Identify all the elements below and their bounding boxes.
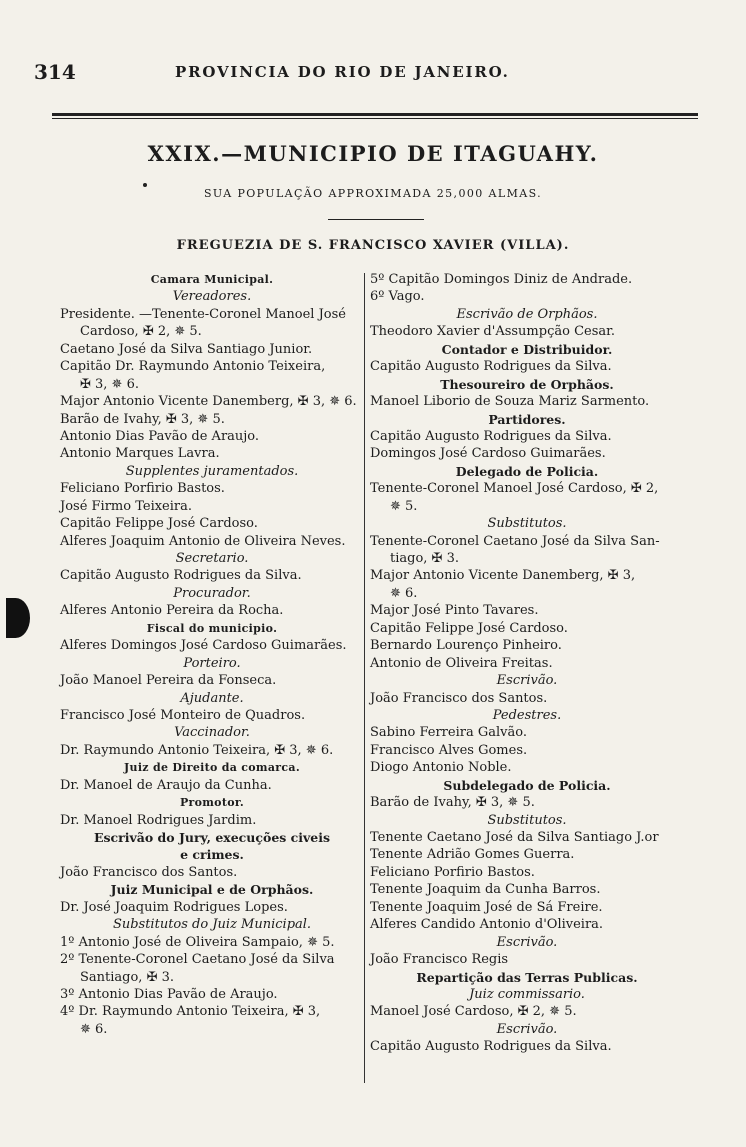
- text-line: ✵ 6.: [80, 1021, 108, 1037]
- subheading-substitutos: Substitutos do Juiz Municipal.: [112, 917, 312, 933]
- text-line: Dr. José Joaquim Rodrigues Lopes.: [60, 899, 288, 915]
- text-line: Tenente-Coronel Caetano José da Silva San-: [370, 533, 660, 549]
- text-line: Antonio Dias Pavão de Araujo.: [60, 428, 260, 444]
- subheading-pedestres: Pedestres.: [492, 707, 562, 723]
- section-rule: [328, 219, 424, 220]
- text-line: Manoel Liborio de Souza Mariz Sarmento.: [370, 394, 650, 410]
- text-line: Santiago, ✠ 3.: [80, 969, 175, 985]
- heading-escrivao-jury: Escrivão do Jury, execuções civeis: [93, 830, 331, 845]
- text-line: Domingos José Cardoso Guimarães.: [370, 446, 606, 462]
- text-line: Capitão Augusto Rodrigues da Silva.: [370, 428, 612, 444]
- subheading-vaccinador: Vaccinador.: [174, 725, 250, 741]
- header-rule-thick: [52, 113, 698, 116]
- text-line: Dr. Manoel Rodrigues Jardim.: [60, 812, 257, 828]
- text-line: Tenente Caetano José da Silva Santiago J.or: [370, 830, 659, 845]
- heading-fiscal: Fiscal do municipio.: [146, 621, 278, 635]
- subheading-substitutos: Substitutos.: [487, 516, 567, 532]
- text-line: João Francisco dos Santos.: [370, 690, 548, 706]
- text-line: João Francisco Regis: [370, 952, 509, 968]
- text-line: 4º Dr. Raymundo Antonio Teixeira, ✠ 3,: [60, 1004, 321, 1020]
- page-number: 314: [34, 60, 76, 84]
- subheading-ajudante: Ajudante.: [180, 690, 244, 706]
- text-line: Major Antonio Vicente Danemberg, ✠ 3, ✵ 6.: [60, 394, 357, 410]
- text-line: Cardoso, ✠ 2, ✵ 5.: [80, 324, 202, 340]
- text-line: 3º Antonio Dias Pavão de Araujo.: [60, 986, 278, 1002]
- binding-shadow: [6, 598, 30, 638]
- heading-camara: Camara Municipal.: [150, 273, 274, 286]
- text-line: Tenente-Coronel Manoel José Cardoso, ✠ 2,: [370, 481, 659, 497]
- text-line: Barão de Ivahy, ✠ 3, ✵ 5.: [370, 795, 535, 811]
- heading-escrivao-jury-cont: e crimes.: [180, 847, 244, 863]
- text-line: Capitão Felippe José Cardoso.: [370, 620, 568, 636]
- text-line: tiago, ✠ 3.: [390, 551, 459, 566]
- heading-delegado: Delegado de Policia.: [455, 463, 599, 479]
- left-column: [60, 271, 364, 1038]
- population-line: SUA POPULAÇÃO APPROXIMADA 25,000 ALMAS.: [203, 187, 543, 200]
- text-line: Antonio Marques Lavra.: [60, 446, 220, 462]
- text-line: Diogo Antonio Noble.: [370, 760, 512, 776]
- heading-thesoureiro: Thesoureiro de Orphãos.: [440, 376, 614, 392]
- heading-partidores: Partidores.: [488, 411, 566, 427]
- text-line: 1º Antonio José de Oliveira Sampaio, ✵ 5.: [60, 934, 335, 950]
- text-line: ✠ 3, ✵ 6.: [80, 376, 139, 392]
- heading-reparticao-terras: Repartição das Terras Publicas.: [416, 969, 638, 985]
- text-line: José Firmo Teixeira.: [60, 498, 193, 514]
- text-line: Bernardo Lourenço Pinheiro.: [370, 638, 562, 654]
- text-line: Alferes Antonio Pereira da Rocha.: [60, 603, 284, 619]
- subheading-secretario: Secretario.: [175, 551, 249, 566]
- text-line: Barão de Ivahy, ✠ 3, ✵ 5.: [60, 411, 225, 427]
- text-line: Alferes Joaquim Antonio de Oliveira Neves.: [60, 533, 346, 549]
- text-line: Feliciano Porfirio Bastos.: [370, 864, 535, 880]
- subheading-escrivao-orphaos: Escrivão de Orphãos.: [456, 306, 598, 322]
- header-rule-thin: [52, 118, 698, 119]
- right-column: [370, 271, 684, 1056]
- text-line: Capitão Dr. Raymundo Antonio Teixeira,: [60, 359, 326, 375]
- text-line: Tenente Joaquim José de Sá Freire.: [370, 899, 603, 915]
- subheading-escrivao: Escrivão.: [496, 1021, 558, 1037]
- text-line: Caetano José da Silva Santiago Junior.: [60, 341, 313, 357]
- text-line: Tenente Joaquim da Cunha Barros.: [370, 882, 601, 898]
- text-line: Alferes Candido Antonio d'Oliveira.: [370, 917, 604, 933]
- text-line: João Manoel Pereira da Fonseca.: [60, 673, 277, 689]
- text-line: ✵ 5.: [390, 498, 418, 514]
- heading-subdelegado: Subdelegado de Policia.: [443, 777, 611, 793]
- subheading-juiz-commissario: Juiz commissario.: [469, 986, 585, 1002]
- subheading-escrivao: Escrivão.: [496, 934, 558, 950]
- text-line: Presidente. —Tenente-Coronel Manoel José: [60, 306, 346, 322]
- text-line: Capitão Augusto Rodrigues da Silva.: [60, 568, 302, 584]
- text-line: 2º Tenente-Coronel Caetano José da Silva: [60, 952, 335, 968]
- freguezia-heading: FREGUEZIA DE S. FRANCISCO XAVIER (VILLA).: [176, 238, 570, 253]
- text-line: Sabino Ferreira Galvão.: [370, 725, 527, 741]
- text-line: ✵ 6.: [390, 585, 418, 601]
- heading-juiz-municipal: Juiz Municipal e de Orphãos.: [110, 882, 314, 898]
- text-line: Theodoro Xavier d'Assumpção Cesar.: [370, 324, 616, 340]
- subheading-procurador: Procurador.: [173, 585, 251, 601]
- text-line: 5º Capitão Domingos Diniz de Andrade.: [370, 272, 633, 287]
- text-line: Alferes Domingos José Cardoso Guimarães.: [60, 638, 347, 654]
- text-line: Capitão Augusto Rodrigues da Silva.: [370, 1039, 612, 1055]
- text-line: Feliciano Porfirio Bastos.: [60, 481, 225, 497]
- subheading-vereadores: Vereadores.: [172, 289, 252, 305]
- column-divider: [364, 273, 365, 1083]
- heading-promotor: Promotor.: [179, 796, 245, 810]
- text-line: Antonio de Oliveira Freitas.: [370, 655, 553, 671]
- text-line: Francisco Alves Gomes.: [370, 742, 528, 758]
- text-line: Major José Pinto Tavares.: [370, 603, 539, 619]
- text-line: Tenente Adrião Gomes Guerra.: [370, 847, 575, 863]
- subheading-escrivao: Escrivão.: [496, 673, 558, 689]
- subheading-supplentes: Supplentes juramentados.: [125, 463, 299, 479]
- text-line: Francisco José Monteiro de Quadros.: [60, 707, 306, 723]
- text-line: Manoel José Cardoso, ✠ 2, ✵ 5.: [370, 1004, 577, 1020]
- heading-juiz-direito: Juiz de Direito da comarca.: [124, 761, 300, 775]
- section-title: XXIX.—MUNICIPIO DE ITAGUAHY.: [147, 141, 599, 166]
- text-line: João Francisco dos Santos.: [60, 864, 238, 880]
- text-line: 6º Vago.: [370, 289, 425, 305]
- text-line: Capitão Felippe José Cardoso.: [60, 516, 258, 532]
- subheading-substitutos: Substitutos.: [487, 812, 567, 828]
- text-line: Major Antonio Vicente Danemberg, ✠ 3,: [370, 568, 636, 584]
- text-line: Dr. Raymundo Antonio Teixeira, ✠ 3, ✵ 6.: [60, 742, 334, 758]
- heading-contador: Contador e Distribuidor.: [441, 341, 613, 357]
- running-title: PROVINCIA DO RIO DE JANEIRO.: [175, 63, 510, 81]
- text-line: Capitão Augusto Rodrigues da Silva.: [370, 359, 612, 375]
- subheading-porteiro: Porteiro.: [183, 655, 241, 671]
- text-line: Dr. Manoel de Araujo da Cunha.: [60, 777, 272, 793]
